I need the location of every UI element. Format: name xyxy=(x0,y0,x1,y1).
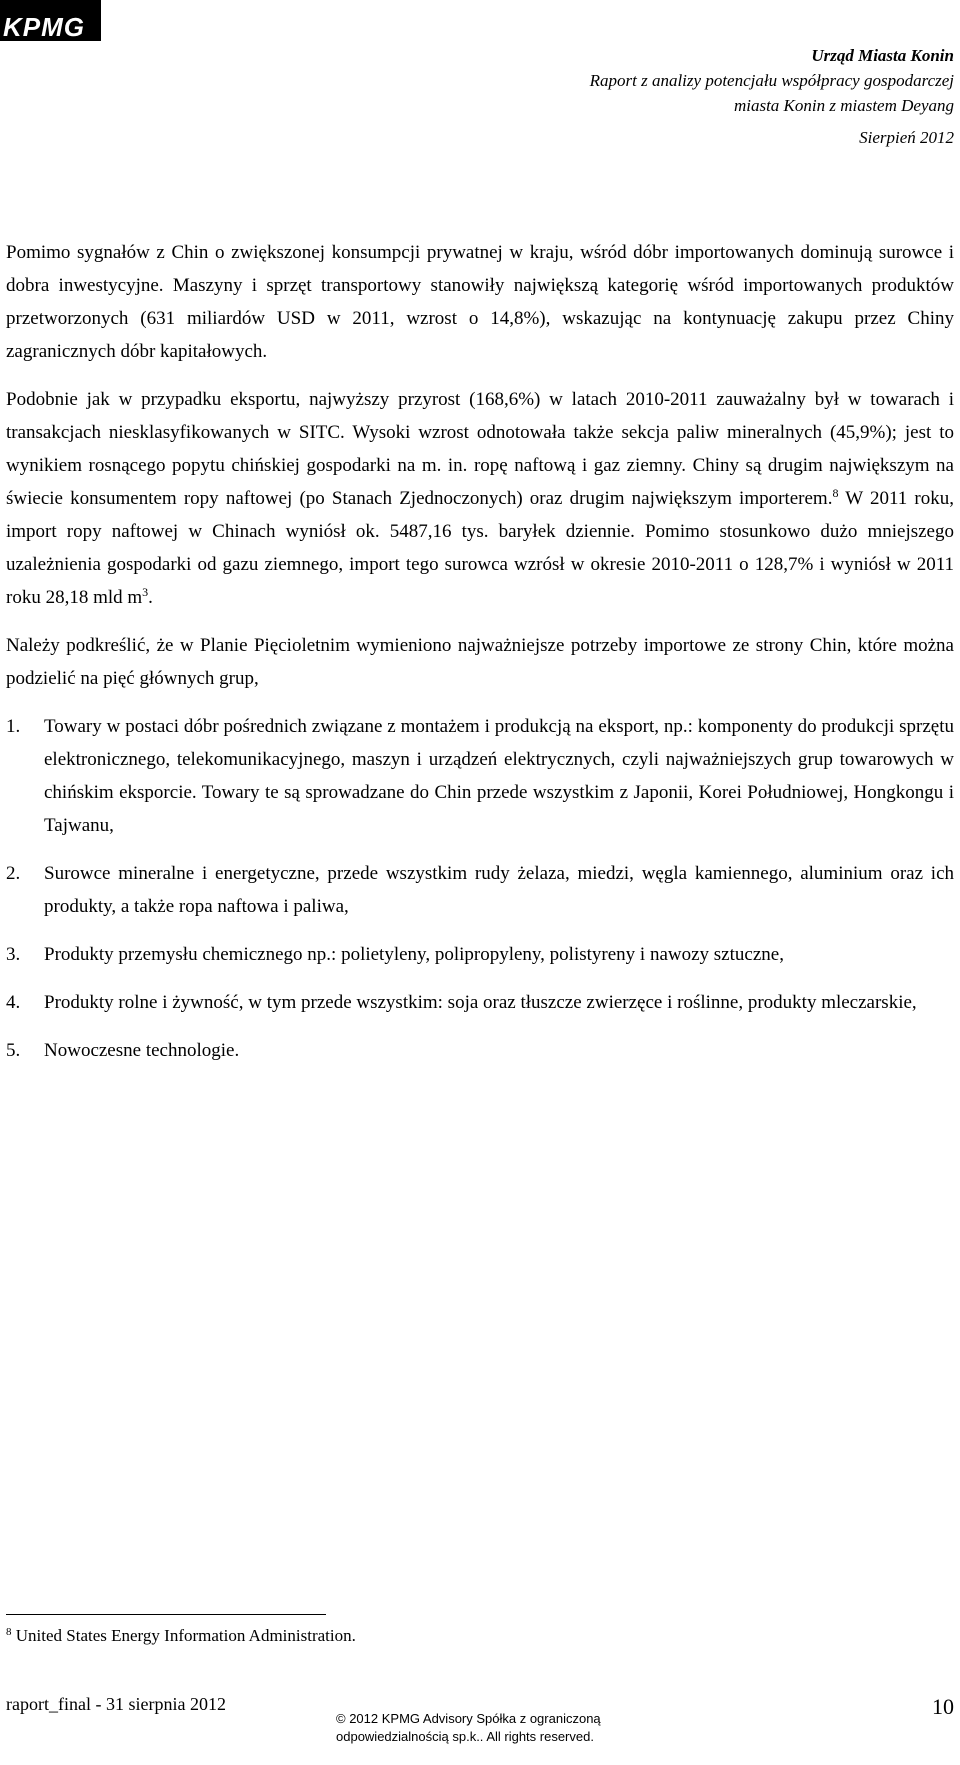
list-item-number: 2. xyxy=(6,863,21,884)
footer-copyright xyxy=(336,1710,636,1746)
logo-text: KPMG xyxy=(3,12,85,42)
header-date: Sierpień 2012 xyxy=(859,128,954,147)
list-item-number: 4. xyxy=(6,992,21,1013)
footnote-text: United States Energy Information Administration. xyxy=(11,1626,356,1645)
list-item xyxy=(6,1034,954,1067)
paragraph-2 xyxy=(6,383,954,614)
page-number: 10 xyxy=(932,1694,954,1719)
list-item xyxy=(6,857,954,923)
footnote-number: 8 xyxy=(6,1626,12,1638)
import-needs-list xyxy=(6,710,954,1067)
copyright-line-1: © 2012 KPMG Advisory Spółka z ograniczoną xyxy=(336,1711,601,1726)
list-item xyxy=(6,710,954,842)
footnote-separator xyxy=(6,1614,326,1615)
paragraph-2-part-2: W 2011 roku, import ropy naftowej w Chinach wyniósł ok. 5487,16 tys. baryłek dziennie. Pomimo stosunkowo dużo mniejszego uzależnienia gospodarki od gazu ziemnego, import tego surowca wzrósł w okresie 2010-2011 o 128,7% i wyniósł w 2011 roku 28,18 mld m xyxy=(6,488,955,608)
paragraph-1: Pomimo sygnałów z Chin o zwiększonej konsumpcji prywatnej w kraju, wśród dóbr importowanych dominują surowce i dobra inwestycyjne. Maszyny i sprzęt transportowy stanowiły największą kategorię wśród importowanych produktów przetworzonych (631 miliardów USD w 2011, wzrost o 14,8%), wskazując na kontynuację zakupu przez Chiny zagranicznych dóbr kapitałowych. xyxy=(6,242,954,362)
footer-document-name: raport_final - 31 sierpnia 2012 xyxy=(6,1694,226,1714)
list-item-number: 1. xyxy=(6,716,21,737)
list-item-text: Produkty rolne i żywność, w tym przede wszystkim: soja oraz tłuszcze zwierzęce i roślinne, produkty mleczarskie, xyxy=(44,992,917,1013)
list-item-number: 5. xyxy=(6,1040,21,1061)
main-content xyxy=(6,236,954,1082)
list-item-text: Towary w postaci dóbr pośrednich związane z montażem i produkcją na eksport, np.: komponenty do produkcji sprzętu elektronicznego, telekomunikacyjnego, maszyn i urządzeń elektrycznych, czyli najważniejszych grup towarowych w chińskim eksporcie. Towary te są sprowadzane do Chin przede wszystkim z Japonii, Korei Południowej, Hongkongu i Tajwanu, xyxy=(44,716,954,836)
header-subtitle: Raport z analizy potencjału współpracy gospodarczej xyxy=(589,71,954,90)
paragraph-3: Należy podkreślić, że w Planie Pięcioletnim wymieniono najważniejsze potrzeby importowe ze strony Chin, które można podzielić na pięć głównych grup, xyxy=(6,635,954,689)
list-item-number: 3. xyxy=(6,944,21,965)
list-item xyxy=(6,938,954,971)
superscript-cubic: 3 xyxy=(142,585,149,599)
kpmg-logo xyxy=(0,0,101,41)
page-header xyxy=(590,43,954,150)
paragraph-2-part-3: . xyxy=(148,587,153,608)
list-item xyxy=(6,986,954,1019)
list-item-text: Produkty przemysłu chemicznego np.: polietyleny, polipropyleny, polistyreny i nawozy sztuczne, xyxy=(44,944,784,965)
copyright-line-2: odpowiedzialnością sp.k.. All rights reserved. xyxy=(336,1729,594,1744)
footnote-reference[interactable]: 8 xyxy=(832,486,839,500)
list-item-text: Surowce mineralne i energetyczne, przede wszystkim rudy żelaza, miedzi, węgla kamiennego, aluminium oraz ich produkty, a także ropa naftowa i paliwa, xyxy=(44,863,954,917)
list-item-text: Nowoczesne technologie. xyxy=(44,1040,240,1061)
paragraph-2-part-1: Podobnie jak w przypadku eksportu, najwyższy przyrost (168,6%) w latach 2010-2011 zauważalny był w towarach i transakcjach niesklasyfikowanych w SITC. Wysoki wzrost odnotowała także sekcja paliw mineralnych (45,9%); jest to wynikiem rosnącego popytu chińskiej gospodarki na m. in. ropę naftową i gaz ziemny. Chiny są drugim największym na świecie konsumentem ropy naftowej (po Stanach Zjednoczonych) oraz drugim największym importerem. xyxy=(6,389,954,509)
header-title: Urząd Miasta Konin xyxy=(811,46,954,65)
footnote xyxy=(6,1625,356,1647)
header-subtitle-2: miasta Konin z miastem Deyang xyxy=(733,96,954,115)
